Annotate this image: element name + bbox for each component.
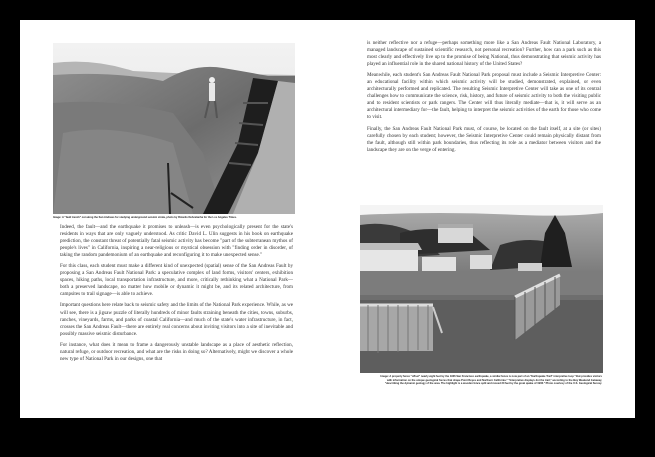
paragraph: For instance, what does it mean to frame a dangerously unstable landscape as a place of aesthetic reflection, natural refuge, or outdoor recreation, and what are the risks in doing so? Alternatively, might we discover a whole new type of National Park in our designs, one that [60, 341, 293, 362]
book-spread [20, 20, 635, 418]
paragraph: Important questions here relate back to seismic safety and the limits of the National Park experience. While, as we will see, there is a jigsaw puzzle of literally hundreds of minor faults straining beneath the cities, towns, suburbs, ranches, vineyards, farms, and parks of coastal California—and much of the state's water infrastructure, in fact, crosses the San Andreas Fault—there are entirely real concerns about inviting visitors into a site of inevitable and possibly massive seismic disturbance. [60, 302, 294, 337]
fence-image [360, 205, 603, 373]
trench-image [53, 43, 295, 214]
left-page-body [60, 224, 293, 367]
paragraph: is neither reflective nor a refuge—perhaps something more like a San Andreas Fault National Laboratory, a managed landscape of sustained scientific research, not personal recreation? Further, how can a park such as this most clearly and effectively live up to the promise of being National, thus demonstrating that seismic activity has played an influential role in the shared national history of the United States? [367, 40, 601, 68]
right-page-body [367, 40, 601, 158]
trench-photo-caption: Image: A "fault trench" cut along the San Andreas for studying underground seismic strata, photo by Ricardo DeAratanha for the Los Angeles Times. [53, 216, 237, 219]
fault-trench-photo [53, 43, 295, 214]
paragraph: Finally, the San Andreas Fault National Park must, of course, be located on the fault itself, at a site (or sites) carefully chosen by each student; however, the Seismic Interpretive Center could remain physically distant from the fault, although still within park boundaries, thus reflecting its role as a mediator between visitors and the landscape they are on the verge of entering. [367, 125, 601, 153]
offset-fence-photo [360, 205, 603, 373]
paragraph: Indeed, the fault—and the earthquake it promises to unleash—is even psychologically present for the state's residents in ways that are only vaguely understood. As critic David L. Ulin suggests in his book on earthquake prediction, the constant threat of potentially fatal seismic activity has become "part of the subterranean mythos of people's lives" in California, inspiring a near-religious or mystical obsession with "finding order in disorder, of taking the random pandemonium of an earthquake and reconfiguring it to make unexpected sense." [60, 224, 293, 259]
fence-photo-caption: Image: A property fence "offset" nearly eight feet by the 1906 San Francisco earthquake, a similar fence is now part of an "Earthquake Trail" interpretive loop "that provides visitors with information on the unique geological forces that shape Point Reyes and Northern California." "Interpretive displays dot the trail," according to the Bay Weekend Getaway, "describing the dynamic geology of the area. The highlight is a wooden fence split and moved 20 feet by the great quake of 1906." Photo courtesy of the U.S. Geological Survey. [380, 375, 602, 385]
paragraph: Meanwhile, each student's San Andreas Fault National Park proposal must include a Seismic Interpretive Center: an educational facility within which seismic activity will be studied, demonstrated, explained, or even architecturally performed and replicated. The resulting Seismic Interpretive Center will take as one of its central challenges how to communicate the science, risk, history, and future of seismic activity to both the visiting public and to resident scientists or park rangers. The Center will thus literally mediate—that is, it will serve as an architectural intermediary for—the fault, helping to interpret the seismic activities of the earth for those who come to visit. [367, 72, 601, 121]
paragraph: For this class, each student must make a different kind of unexpected (spatial) sense of the San Andreas Fault by proposing a San Andreas Fault National Park: a speculative complex of land forms, visitors' centers, exhibition spaces, hiking paths, local transportation infrastructure, and more, critically rethinking what a National Park—both a preserved landscape, no matter how mobile or dynamic it might be, and its related architecture, from campsites to trail signage—is able to achieve. [60, 263, 293, 298]
